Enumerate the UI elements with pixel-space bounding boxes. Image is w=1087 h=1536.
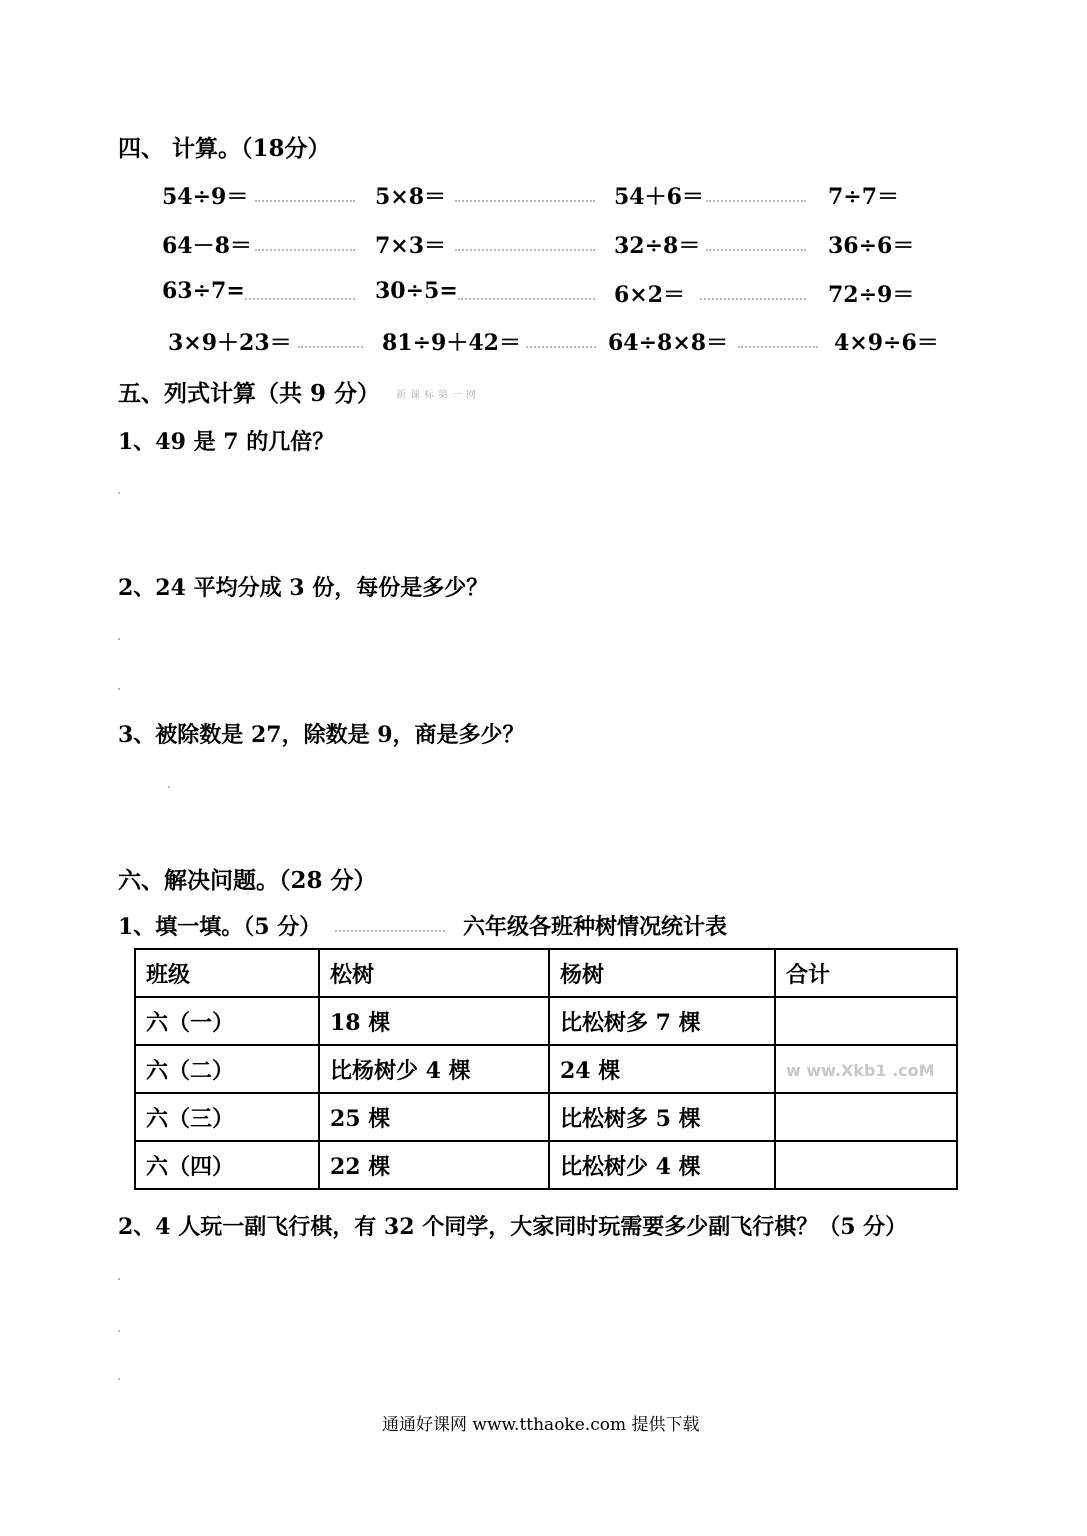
answer-blank bbox=[255, 200, 355, 202]
speck bbox=[118, 1330, 120, 1332]
answer-blank bbox=[738, 346, 818, 348]
answer-blank bbox=[458, 298, 595, 300]
question-1: 1、49 是 7 的几倍？ bbox=[118, 429, 335, 455]
section5-title: 五、列式计算（共 9 分） bbox=[118, 380, 381, 407]
table-cell: 六（四） bbox=[135, 1141, 319, 1189]
equation: 5×8＝ bbox=[375, 184, 447, 210]
tree-planting-table bbox=[134, 948, 958, 1190]
table-cell: 比松树多 7 棵 bbox=[549, 997, 775, 1045]
equation: 64－8＝ bbox=[162, 233, 252, 259]
speck bbox=[118, 688, 120, 690]
equation: 32÷8＝ bbox=[614, 233, 701, 259]
table-cell: 22 棵 bbox=[319, 1141, 549, 1189]
fill-in-label: 1、填一填。（5 分） bbox=[118, 914, 322, 940]
answer-blank bbox=[706, 249, 806, 251]
total-cell bbox=[775, 1141, 957, 1189]
table-cell: 比松树多 5 棵 bbox=[549, 1093, 775, 1141]
table-cell: 24 棵 bbox=[549, 1045, 775, 1093]
question-2: 2、24 平均分成 3 份，每份是多少？ bbox=[118, 575, 489, 601]
table-header-cell: 杨树 bbox=[549, 949, 775, 997]
table-row bbox=[135, 997, 957, 1045]
equation: 3×9＋23＝ bbox=[168, 330, 292, 356]
question-flight-chess: 2、4 人玩一副飞行棋，有 32 个同学，大家同时玩需要多少副飞行棋？（5 分） bbox=[118, 1214, 908, 1240]
table-cell: 25 棵 bbox=[319, 1093, 549, 1141]
section4-title: 四、 计算。（18分） bbox=[118, 135, 331, 162]
equation: 4×9÷6＝ bbox=[834, 330, 939, 356]
answer-blank bbox=[455, 249, 595, 251]
dotted-leader bbox=[335, 930, 445, 932]
speck bbox=[118, 1278, 120, 1280]
question-3: 3、被除数是 27，除数是 9，商是多少？ bbox=[118, 722, 525, 748]
answer-blank bbox=[700, 298, 806, 300]
answer-blank bbox=[298, 346, 363, 348]
equation: 36÷6＝ bbox=[828, 233, 915, 259]
answer-blank bbox=[455, 200, 595, 202]
speck bbox=[118, 492, 120, 494]
table-row bbox=[135, 1045, 957, 1093]
table-cell: 六（三） bbox=[135, 1093, 319, 1141]
table-cell: 18 棵 bbox=[319, 997, 549, 1045]
watermark-text: 新课标第一网 bbox=[396, 390, 480, 401]
table-header-cell: 合计 bbox=[775, 949, 957, 997]
equation: 30÷5= bbox=[375, 278, 458, 304]
equation: 54÷9＝ bbox=[162, 184, 249, 210]
table-row bbox=[135, 1141, 957, 1189]
answer-blank bbox=[526, 346, 596, 348]
speck bbox=[168, 786, 170, 788]
section6-title: 六、解决问题。（28 分） bbox=[118, 867, 377, 894]
total-cell bbox=[775, 1045, 957, 1093]
table-cell: 六（二） bbox=[135, 1045, 319, 1093]
speck bbox=[118, 638, 120, 640]
equation: 81÷9＋42＝ bbox=[382, 330, 521, 356]
answer-blank bbox=[706, 200, 806, 202]
equation: 64÷8×8＝ bbox=[608, 330, 729, 356]
table-title: 六年级各班种树情况统计表 bbox=[463, 914, 728, 940]
answer-blank bbox=[255, 249, 355, 251]
total-cell bbox=[775, 1093, 957, 1141]
total-cell bbox=[775, 997, 957, 1045]
equation: 7÷7＝ bbox=[828, 184, 900, 210]
table-cell: 比杨树少 4 棵 bbox=[319, 1045, 549, 1093]
watermark-text: w ww.Xkb1 .coM bbox=[786, 1061, 935, 1080]
footer-credit: 通通好课网 www.tthaoke.com 提供下载 bbox=[382, 1415, 700, 1435]
equation: 63÷7= bbox=[162, 278, 245, 304]
table-header-cell: 班级 bbox=[135, 949, 319, 997]
answer-blank bbox=[245, 298, 355, 300]
equation: 72÷9＝ bbox=[828, 282, 915, 308]
table-header-cell: 松树 bbox=[319, 949, 549, 997]
speck bbox=[118, 1378, 120, 1380]
equation: 7×3＝ bbox=[375, 233, 447, 259]
equation: 6×2＝ bbox=[614, 282, 686, 308]
table-cell: 六（一） bbox=[135, 997, 319, 1045]
table-header-row bbox=[135, 949, 957, 997]
table-row bbox=[135, 1093, 957, 1141]
equation: 54＋6＝ bbox=[614, 184, 704, 210]
table-cell: 比松树少 4 棵 bbox=[549, 1141, 775, 1189]
